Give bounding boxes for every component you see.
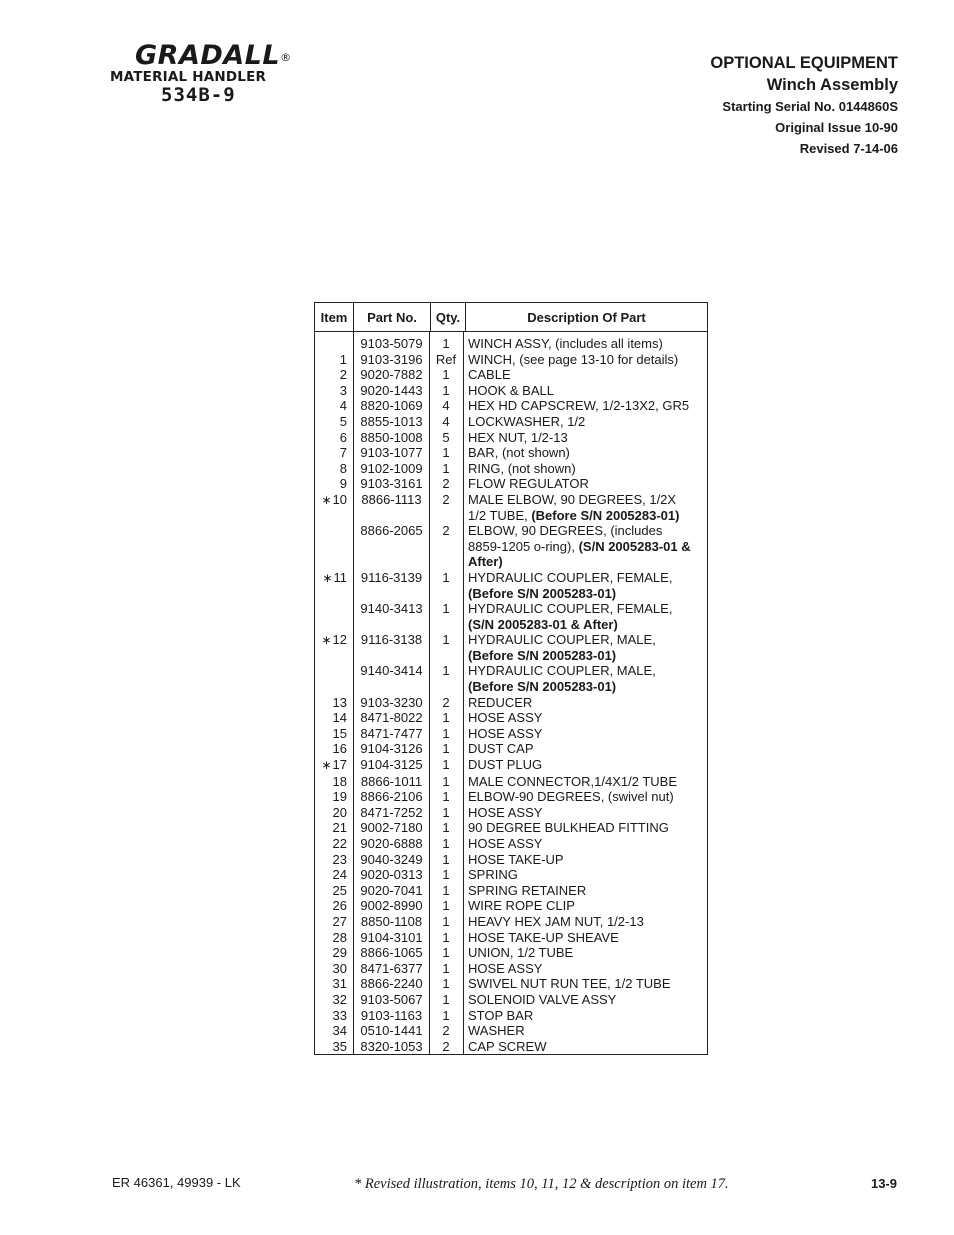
revision-asterisk: ∗ (321, 492, 332, 507)
part-description: HOSE ASSY (468, 960, 543, 976)
item-number: 2 (339, 367, 347, 383)
quantity: 2 (442, 523, 450, 539)
table-row (315, 945, 707, 961)
table-row (315, 398, 707, 414)
part-description: MALE CONNECTOR,1/4X1/2 TUBE (468, 773, 678, 789)
part-description: HYDRAULIC COUPLER, FEMALE, (S/N 2005283-01 & After) (468, 601, 673, 632)
quantity: 1 (442, 336, 450, 351)
quantity: 1 (442, 836, 450, 851)
part-number: 9140-3414 (360, 663, 423, 679)
item-number: 27 (332, 913, 347, 929)
item-number: 35 (332, 1038, 347, 1054)
page-number: 13-9 (870, 1176, 897, 1191)
part-description: HOOK & BALL (468, 382, 554, 398)
quantity: 1 (442, 663, 450, 679)
part-number: 9020-1443 (360, 382, 423, 398)
quantity: 1 (442, 445, 450, 461)
quantity: 1 (442, 976, 450, 992)
product-line: MATERIAL HANDLER (110, 69, 267, 85)
part-description: MALE ELBOW, 90 DEGREES, 1/2X 1/2 TUBE, (Before S/N 2005283-01) (468, 491, 680, 523)
part-number: 9103-3196 (360, 351, 423, 367)
quantity: 2 (442, 1023, 450, 1039)
item-number: 34 (332, 1023, 347, 1039)
quantity: 1 (442, 569, 450, 585)
table-row (315, 914, 707, 930)
section-title: OPTIONAL EQUIPMENT (710, 54, 898, 72)
table-row (315, 663, 707, 694)
gradall-logo (110, 42, 310, 105)
part-number: 9002-8990 (360, 898, 423, 914)
part-description: BAR, (not shown) (468, 445, 570, 461)
engineering-release: ER 46361, 49939 - LK (112, 1175, 241, 1190)
part-number: 0510-1441 (360, 1023, 423, 1039)
part-description: FLOW REGULATOR (468, 476, 589, 492)
part-number: 9104-3101 (360, 929, 423, 945)
item-number: 7 (339, 445, 347, 461)
quantity: 1 (442, 601, 450, 617)
quantity: 1 (442, 913, 450, 929)
quantity: 1 (442, 1007, 450, 1023)
part-description: HEX HD CAPSCREW, 1/2-13X2, GR5 (468, 398, 690, 414)
item-number: ∗11 (322, 569, 347, 585)
table-row (315, 976, 707, 992)
part-description: REDUCER (468, 694, 533, 710)
item-number: 25 (332, 882, 347, 898)
item-number: 14 (332, 710, 347, 726)
quantity: 1 (442, 882, 450, 898)
part-number: 8471-7252 (360, 804, 423, 820)
column-header-description: Description Of Part (527, 309, 646, 325)
item-number: 26 (332, 898, 347, 914)
part-number: 9116-3139 (360, 569, 423, 585)
part-number: 9103-3230 (360, 694, 423, 710)
table-row (315, 430, 707, 446)
part-number: 9104-3125 (360, 757, 423, 773)
quantity: 1 (442, 710, 450, 726)
part-number: 8866-2065 (360, 523, 423, 539)
item-number: ∗12 (321, 632, 347, 648)
table-row (315, 726, 707, 742)
table-row (315, 632, 707, 663)
part-number: 9040-3249 (360, 851, 423, 867)
quantity: 1 (442, 867, 450, 883)
part-description: CABLE (468, 367, 511, 383)
part-description: HOSE ASSY (468, 710, 543, 726)
quantity: 4 (442, 398, 450, 414)
part-description: HOSE TAKE-UP (468, 851, 564, 867)
quantity: 1 (442, 382, 450, 398)
table-row (315, 336, 707, 352)
item-number: 19 (332, 789, 347, 805)
quantity: 1 (442, 460, 450, 476)
part-number: 8855-1013 (360, 413, 423, 429)
table-row (315, 523, 707, 570)
part-description: CAP SCREW (468, 1038, 547, 1054)
part-number: 8866-1011 (360, 773, 423, 789)
table-rows (315, 336, 707, 1054)
quantity: 1 (442, 789, 450, 805)
part-number: 8471-8022 (360, 710, 423, 726)
quantity: 1 (442, 960, 450, 976)
item-number: 6 (339, 429, 347, 445)
part-number: 8866-2240 (360, 976, 423, 992)
table-row (315, 352, 707, 368)
part-description: HOSE ASSY (468, 804, 543, 820)
quantity: 1 (442, 632, 450, 648)
part-description: WASHER (468, 1023, 525, 1039)
table-row (315, 789, 707, 805)
item-number (315, 663, 353, 694)
item-number: 24 (332, 867, 347, 883)
part-number: 9103-5079 (360, 336, 423, 351)
part-description: HOSE TAKE-UP SHEAVE (468, 929, 619, 945)
part-number: 9116-3138 (360, 632, 423, 648)
item-number: 21 (332, 820, 347, 836)
part-number: 8866-1113 (361, 491, 422, 507)
table-row (315, 961, 707, 977)
column-header-part-no: Part No. (354, 303, 431, 331)
quantity: 4 (442, 413, 450, 429)
revision-asterisk: ∗ (321, 633, 332, 648)
part-number: 8866-1065 (360, 945, 423, 961)
item-number: 3 (339, 382, 347, 398)
part-description: HYDRAULIC COUPLER, FEMALE, (Before S/N 2005283-01) (468, 569, 673, 601)
item-number: 31 (332, 976, 347, 992)
part-number: 8850-1108 (360, 913, 423, 929)
part-description: DUST PLUG (468, 757, 543, 773)
quantity: Ref (435, 351, 457, 367)
part-description: UNION, 1/2 TUBE (468, 945, 574, 961)
quantity: 2 (442, 476, 450, 492)
column-header-item: Item (315, 303, 354, 331)
table-row (315, 601, 707, 632)
item-number: 9 (339, 476, 347, 492)
revision-date: Revised 7-14-06 (799, 141, 898, 156)
part-number: 8471-7477 (360, 725, 423, 741)
revision-note: * Revised illustration, items 10, 11, 12 & description on item 17. (354, 1176, 729, 1192)
table-row (315, 867, 707, 883)
quantity: 1 (442, 898, 450, 914)
column-header-qty: Qty. (431, 303, 466, 331)
table-body (315, 332, 707, 1054)
part-description: RING, (not shown) (468, 460, 576, 476)
table-row (315, 570, 707, 601)
part-number: 9103-3161 (360, 476, 423, 492)
part-description: HEX NUT, 1/2-13 (468, 429, 568, 445)
table-row (315, 1023, 707, 1039)
part-number: 9102-1009 (360, 460, 423, 476)
item-number: 13 (332, 694, 347, 710)
table-header (315, 303, 707, 332)
item-number: 20 (332, 804, 347, 820)
item-number: 23 (332, 851, 347, 867)
part-description: HEAVY HEX JAM NUT, 1/2-13 (468, 913, 644, 929)
page-title: Winch Assembly (766, 76, 898, 94)
part-description: SPRING (468, 867, 518, 883)
table-row (315, 774, 707, 790)
part-number: 9020-6888 (360, 836, 423, 851)
part-description: SOLENOID VALVE ASSY (468, 991, 617, 1007)
original-issue: Original Issue 10-90 (775, 120, 898, 135)
registered-mark: ® (280, 51, 292, 64)
table-row (315, 883, 707, 899)
quantity: 5 (442, 429, 450, 445)
part-description: HYDRAULIC COUPLER, MALE, (Before S/N 2005283-01) (468, 663, 656, 695)
table-row (315, 492, 707, 523)
part-description: LOCKWASHER, 1/2 (468, 413, 586, 429)
item-number: 1 (339, 351, 347, 367)
model-number: 534B-9 (161, 84, 236, 106)
table-row (315, 414, 707, 430)
item-number: 22 (332, 836, 347, 851)
table-row (315, 367, 707, 383)
item-number: 16 (332, 741, 347, 757)
quantity: 1 (442, 820, 450, 836)
item-number: 29 (332, 945, 347, 961)
table-row (315, 710, 707, 726)
part-number: 9104-3126 (360, 741, 423, 757)
table-row (315, 992, 707, 1008)
item-number (315, 523, 353, 570)
part-number: 9103-1163 (360, 1007, 423, 1023)
quantity: 2 (442, 694, 450, 710)
revision-asterisk: ∗ (322, 570, 333, 585)
quantity: 1 (442, 851, 450, 867)
part-description: WINCH ASSY, (includes all items) (468, 336, 663, 351)
table-row (315, 820, 707, 836)
table-row (315, 695, 707, 711)
table-row (315, 852, 707, 868)
quantity: 1 (442, 725, 450, 741)
table-row (315, 476, 707, 492)
item-number: 5 (339, 413, 347, 429)
table-row (315, 741, 707, 757)
item-number (315, 601, 353, 632)
part-number: 8320-1053 (360, 1038, 423, 1054)
quantity: 1 (442, 929, 450, 945)
part-description: DUST CAP (468, 741, 534, 757)
parts-table (314, 302, 708, 1055)
quantity: 1 (442, 804, 450, 820)
table-row (315, 930, 707, 946)
part-description: STOP BAR (468, 1007, 534, 1023)
table-row (315, 445, 707, 461)
table-row (315, 757, 707, 774)
part-number: 9140-3413 (360, 601, 423, 617)
quantity: 1 (442, 945, 450, 961)
part-number: 9103-5067 (360, 991, 423, 1007)
part-number: 9002-7180 (360, 820, 423, 836)
part-number: 9103-1077 (360, 445, 423, 461)
serial-info: Starting Serial No. 0144860S (722, 99, 898, 114)
quantity: 2 (442, 1038, 450, 1054)
quantity: 1 (442, 367, 450, 383)
item-number: 4 (339, 398, 347, 414)
part-number: 8471-6377 (360, 960, 423, 976)
quantity: 1 (442, 991, 450, 1007)
item-number: ∗17 (321, 757, 347, 773)
part-description: SPRING RETAINER (468, 882, 587, 898)
part-number: 9020-7041 (360, 882, 423, 898)
part-description: SWIVEL NUT RUN TEE, 1/2 TUBE (468, 976, 671, 992)
part-number: 8850-1008 (360, 429, 423, 445)
part-description: HYDRAULIC COUPLER, MALE, (Before S/N 2005283-01) (468, 632, 656, 663)
part-description: ELBOW, 90 DEGREES, (includes 8859-1205 o-ring), (S/N 2005283-01 & After) (468, 523, 691, 570)
part-description: 90 DEGREE BULKHEAD FITTING (468, 820, 669, 836)
revision-asterisk: ∗ (321, 758, 332, 773)
item-number: 8 (339, 460, 347, 476)
table-row (315, 461, 707, 477)
part-description: HOSE ASSY (468, 725, 543, 741)
item-number: 33 (332, 1007, 347, 1023)
page-header (710, 52, 898, 159)
quantity: 2 (442, 491, 450, 507)
quantity: 1 (442, 757, 450, 773)
brand-name: GRADALL® (135, 40, 292, 71)
table-row (315, 383, 707, 399)
item-number: 28 (332, 929, 347, 945)
part-description: WINCH, (see page 13-10 for details) (468, 351, 679, 367)
part-description: WIRE ROPE CLIP (468, 898, 575, 914)
part-description: HOSE ASSY (468, 836, 543, 851)
table-row (315, 836, 707, 852)
part-number: 9020-0313 (360, 867, 423, 883)
item-number: 32 (332, 991, 347, 1007)
quantity: 1 (442, 741, 450, 757)
item-number (315, 336, 353, 352)
part-number: 9020-7882 (360, 367, 423, 383)
part-description: ELBOW-90 DEGREES, (swivel nut) (468, 789, 674, 805)
table-row (315, 1039, 707, 1055)
table-row (315, 898, 707, 914)
item-number: 18 (332, 773, 347, 789)
part-number: 8866-2106 (360, 789, 423, 805)
item-number: 30 (332, 960, 347, 976)
item-number: ∗10 (321, 491, 347, 507)
quantity: 1 (442, 773, 450, 789)
item-number: 15 (332, 725, 347, 741)
table-row (315, 805, 707, 821)
table-row (315, 1008, 707, 1024)
part-number: 8820-1069 (360, 398, 423, 414)
